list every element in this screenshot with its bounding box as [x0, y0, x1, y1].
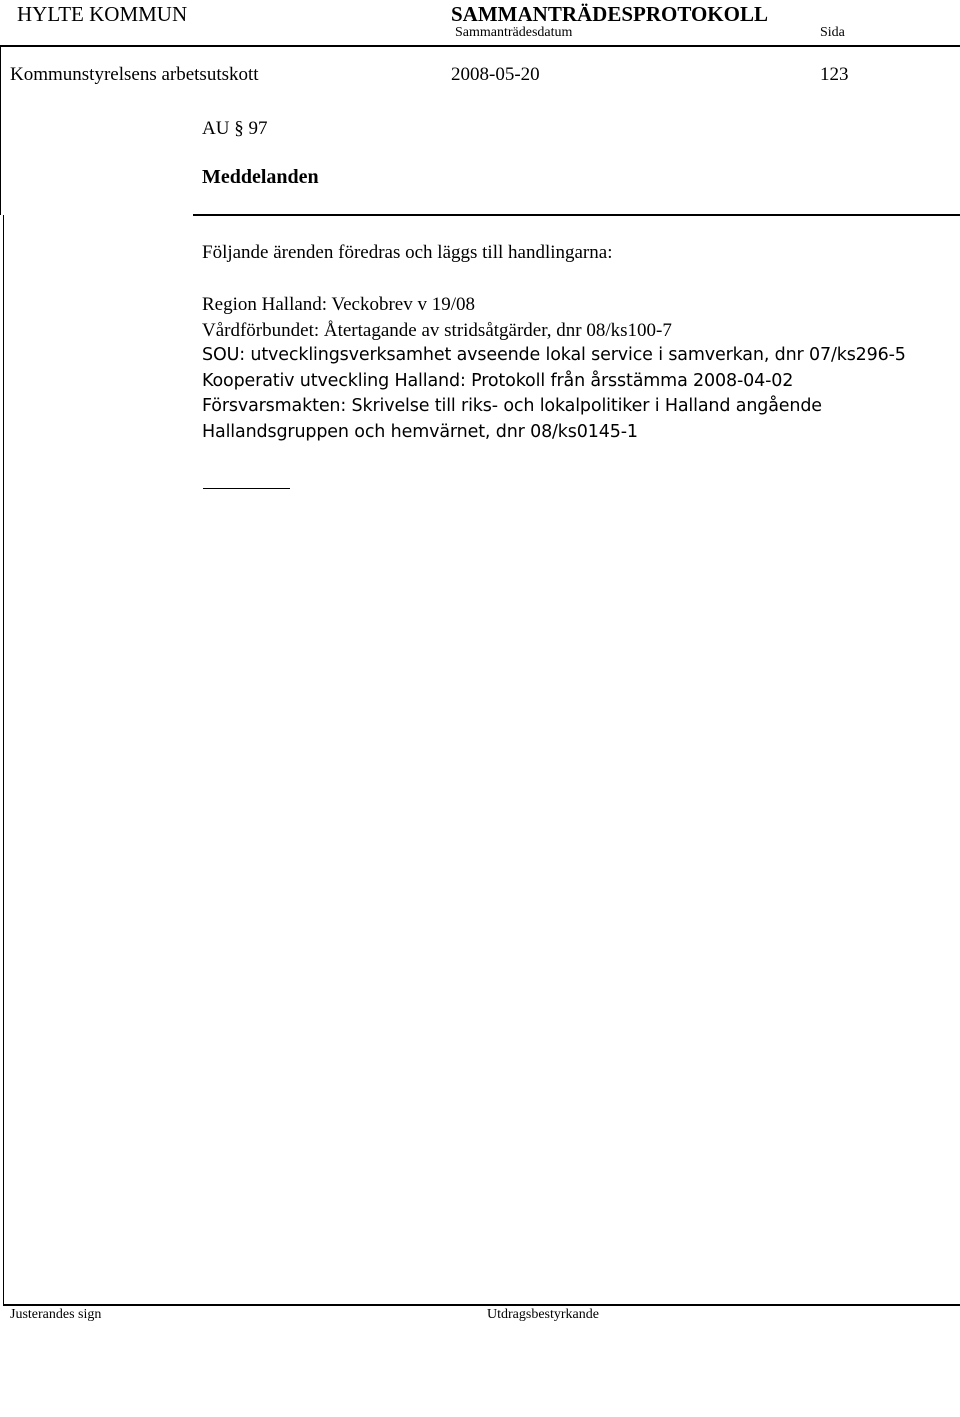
- certification-label: Utdragsbestyrkande: [487, 1307, 599, 1322]
- intro-text: Följande ärenden föredras och läggs till handlingarna:: [202, 242, 613, 263]
- list-item: Region Halland: Veckobrev v 19/08: [202, 294, 475, 315]
- list-item: SOU: utvecklingsverksamhet avseende lokal service i samverkan, dnr 07/ks296-5: [202, 345, 906, 366]
- section-title: Meddelanden: [202, 166, 319, 188]
- left-border-top: [0, 45, 1, 215]
- meeting-date-label: Sammanträdesdatum: [455, 25, 573, 40]
- item-list: [202, 292, 906, 446]
- content-divider: [193, 214, 960, 216]
- page-number: 123: [820, 64, 849, 85]
- end-rule: [203, 488, 290, 489]
- committee-name: Kommunstyrelsens arbetsutskott: [10, 64, 259, 85]
- document-type: SAMMANTRÄDESPROTOKOLL: [451, 2, 768, 26]
- organization-name: HYLTE KOMMUN: [17, 2, 188, 26]
- section-reference: AU § 97: [202, 118, 268, 139]
- footer-divider: [3, 1304, 960, 1306]
- list-item: Försvarsmakten: Skrivelse till riks- och lokalpolitiker i Halland angående: [202, 396, 822, 417]
- list-item: Hallandsgruppen och hemvärnet, dnr 08/ks0145-1: [202, 421, 638, 442]
- page-label: Sida: [820, 25, 845, 40]
- header-divider: [0, 45, 960, 47]
- list-item: Kooperativ utveckling Halland: Protokoll från årsstämma 2008-04-02: [202, 370, 794, 391]
- signature-label: Justerandes sign: [10, 1307, 102, 1322]
- list-item: Vårdförbundet: Återtagande av stridsåtgärder, dnr 08/ks100-7: [202, 319, 672, 341]
- meeting-date: 2008-05-20: [451, 64, 540, 85]
- left-border-main: [3, 215, 4, 1305]
